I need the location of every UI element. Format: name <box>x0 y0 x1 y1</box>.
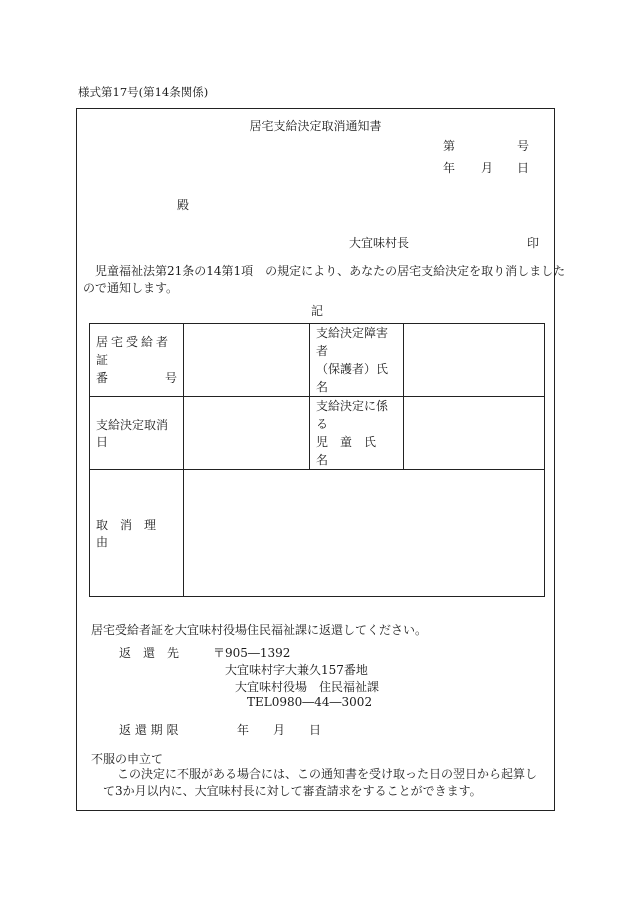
number-dai: 第 <box>443 139 456 153</box>
recipient-name-value <box>404 324 545 397</box>
recipient-label-line1: 支給決定障害者 <box>316 326 389 358</box>
return-notice: 居宅受給者証を大宜味村役場住民福祉課に返還してください。 <box>91 623 428 637</box>
cancel-reason-value <box>184 470 545 597</box>
cert-number-label-line2 <box>96 369 177 387</box>
postal-code: 〒905―1392 <box>213 646 291 660</box>
cancel-date-value <box>184 397 310 470</box>
return-deadline-label: 返 還 期 限 <box>119 723 179 737</box>
deadline-day: 日 <box>309 723 322 737</box>
objection-title: 不服の申立て <box>91 752 164 766</box>
objection-line-1: この決定に不服がある場合には、この通知書を受け取った日の翌日から起算し <box>117 767 538 781</box>
cancel-date-label: 支給決定取消日 <box>90 397 184 470</box>
cert-number-label-line1: 居宅受給者証 <box>96 335 172 367</box>
office-name: 大宜味村役場 住民福祉課 <box>235 680 380 694</box>
body-line-2: ので通知します。 <box>83 281 179 295</box>
form-number-label: 様式第17号(第14条関係) <box>78 85 209 99</box>
ki-label: 記 <box>311 304 324 318</box>
body-line-1: 児童福祉法第21条の14第1項 の規定により、あなたの居宅支給決定を取り消しました <box>95 264 566 278</box>
return-destination-label: 返 還 先 <box>119 646 180 660</box>
cert-number-ban: 番 <box>96 371 109 385</box>
cert-number-value <box>184 324 310 397</box>
issuer-name: 大宜味村長 <box>349 236 410 250</box>
seal-mark: 印 <box>527 236 540 250</box>
detail-table <box>89 323 545 597</box>
notice-frame <box>76 108 566 811</box>
date-month: 月 <box>481 161 494 175</box>
document-title: 居宅支給決定取消通知書 <box>249 119 382 133</box>
cert-number-label <box>90 324 184 397</box>
recipient-name-label <box>310 324 404 397</box>
deadline-month: 月 <box>273 723 286 737</box>
child-label-line2: 児 童 氏 名 <box>316 435 389 467</box>
cancel-reason-label: 取 消 理 由 <box>90 470 184 597</box>
office-address: 大宜味村字大兼久157番地 <box>225 663 368 677</box>
objection-line-2: て3か月以内に、大宜味村長に対して審査請求をすることができます。 <box>103 784 482 798</box>
date-day: 日 <box>517 161 530 175</box>
office-tel: TEL0980―44―3002 <box>247 695 373 709</box>
child-name-value <box>404 397 545 470</box>
date-year: 年 <box>443 161 456 175</box>
addressee-dono: 殿 <box>177 198 190 212</box>
child-label-line1: 支給決定に係る <box>316 399 389 431</box>
deadline-year: 年 <box>237 723 250 737</box>
cert-number-go: 号 <box>164 371 177 385</box>
recipient-label-line2: （保護者）氏名 <box>316 362 389 394</box>
child-name-label <box>310 397 404 470</box>
number-go: 号 <box>517 139 530 153</box>
